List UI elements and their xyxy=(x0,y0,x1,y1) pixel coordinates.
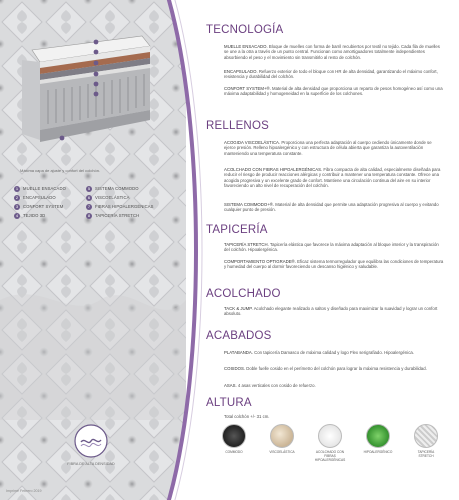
fabric-caption: FIBRA DE ALTA DENSIDAD xyxy=(67,462,115,466)
legend-item xyxy=(14,211,94,220)
footer-caption: Imprimé Febrero 2019 xyxy=(6,489,42,493)
legend-item xyxy=(86,184,166,193)
legend-item xyxy=(86,202,166,211)
section-title-tecnologia: TECNOLOGÍA xyxy=(206,24,284,36)
feature-icon-fibras: ACOLCHADO CON FIBRAS HIPOALERGÉNICAS xyxy=(314,424,346,462)
tapiceria-p1: TAPICERÍA STRETCH. Tapicería elástica que favorece la máxima adaptación al bloque interior y la transpiración del colchón. Hipoalergénica. xyxy=(224,242,439,253)
rellenos-p3: SISTEMA COMMODO+®. Material de alta densidad que permite una adaptación progresiva al cuerpo y evitando cualquier punto de presión. xyxy=(224,202,439,213)
altura-p1: Total colchón +/- 31 cm. xyxy=(224,414,270,419)
section-title-rellenos: RELLENOS xyxy=(206,120,269,132)
legend-column-1 xyxy=(14,184,94,220)
section-title-acabados: ACABADOS xyxy=(206,330,272,342)
feature-icon-viscoelastica: VISCOELÁSTICA xyxy=(266,424,298,455)
legend-item xyxy=(86,211,166,220)
section-title-tapiceria: TAPICERÍA xyxy=(206,224,268,236)
product-image-panel xyxy=(0,0,186,500)
legend-number: 1 xyxy=(15,185,19,191)
mattress-cutaway xyxy=(22,30,152,152)
stretch-icon xyxy=(414,424,438,448)
section-title-acolchado: ACOLCHADO xyxy=(206,288,281,300)
tecnologia-p3: CONFORT SYSTEM+®. Material de alta densidad que proporciona un reparto de pesos homogéneo así como una máxima adaptabilidad y homogeneidad en la superficie de los colchones. xyxy=(224,86,443,97)
legend-label: VISCOELÁSTICA xyxy=(95,195,130,200)
legend-label: FIBRAS HIPOALERGÉNICAS xyxy=(95,204,154,209)
rellenos-p1: ACOGIDA VISCOELÁSTICA. Proporciona una perfecta adaptación al cuerpo cediendo únicamente donde se ejerce presión. Relleno hipoalergénico y con estructura de célula abierta que garantiza la autoventilación manteniendo una temperatura constante. xyxy=(224,140,432,156)
viscoelastica-icon xyxy=(270,424,294,448)
commodo-icon xyxy=(222,424,246,448)
legend-number: 7 xyxy=(87,203,91,209)
tapiceria-p2: COMPORTAMIENTO OPTIGRADE®. Eficaz sistema termorregulador que equilibra las condiciones de temperatura y humedad del cuerpo al dormir favoreciendo un descanso higiénico y saludable. xyxy=(224,259,444,270)
legend-number: 4 xyxy=(15,212,19,218)
legend-number: 8 xyxy=(87,212,91,218)
legend-number: 3 xyxy=(15,203,19,209)
rellenos-p2: ACOLCHADO CON FIBRAS HIPOALERGÉNICAS. Fibra compacta de alta calidad, especialmente diseñada para reducir el riesgo de producir reacciones alérgicas y contribuir a mantener una temperatura constante. Ofrece una acogida progresiva y un excelente grado de confort. Mantiene una circulación continua del aire en su interior favoreciendo un alto nivel de recuperación del colchón. xyxy=(224,167,441,189)
acabados-p3: ASAS. 4 asas verticales con cosido de refuerzo. xyxy=(224,383,316,388)
legend-label: TEJIDO 3D xyxy=(23,213,46,218)
acabados-p2: COSIDOS. Doble fuelle cosido en el perímetro del colchón para lograr la máxima resistencia y durabilidad. xyxy=(224,366,427,371)
tecnologia-p2: ENCAPSULADO. Refuerzo exterior de todo el bloque con HR de alta densidad, garantizando el máximo confort, resistencia y durabilidad del colchón. xyxy=(224,69,438,80)
legend-label: CONFORT SYSTEM xyxy=(23,204,64,209)
tecnologia-p1: MUELLE ENSACADO. Bloque de muelles con forma de barril recubiertos por textil no tejido. Cada fila de muelles se une a la otra a través de un punto central. Funcionan como amortiguadores totalmente independientes absorbiendo el peso y el movimiento sin transmitirlo al resto de colchón. xyxy=(224,44,440,60)
legend-label: ENCAPSULADO xyxy=(23,195,56,200)
legend-column-2 xyxy=(86,184,166,220)
feature-icon-commodo: COMMODO xyxy=(218,424,250,455)
section-title-altura: ALTURA xyxy=(206,397,252,409)
legend-number: 6 xyxy=(87,194,91,200)
feature-icon-hipoalergenico: HIPOALERGÉNICO xyxy=(362,424,394,455)
legend-number: 2 xyxy=(15,194,19,200)
hipoalergenico-icon xyxy=(366,424,390,448)
legend-label: SISTEMA COMMODO xyxy=(95,186,139,191)
feature-icon-stretch: TAPICERÍA STRETCH xyxy=(410,424,442,459)
legend-label: MUELLE ENSACADO xyxy=(23,186,66,191)
fabric-logo-icon xyxy=(74,424,108,458)
feature-icons xyxy=(212,424,452,486)
legend-number: 5 xyxy=(87,185,91,191)
legend-title: Máxima capa de ajuste y confort del colchón. xyxy=(20,168,101,173)
legend-item xyxy=(14,184,94,193)
legend-item xyxy=(86,193,166,202)
fibras-icon xyxy=(318,424,342,448)
acabados-p1: PLATABANDA. Con tapicería Damasco de máxima calidad y logo Flex serigrafiado. Hipoalergénica. xyxy=(224,350,414,355)
legend-item xyxy=(14,193,94,202)
legend-item xyxy=(14,202,94,211)
acolchado-p1: TACK & JUMP. Acolchado elegante realizado a saltos y diseñado para maximizar la suavidad y lograr un confort absoluto. xyxy=(224,306,438,317)
legend-label: TAPICERÍA STRETCH xyxy=(95,213,140,218)
